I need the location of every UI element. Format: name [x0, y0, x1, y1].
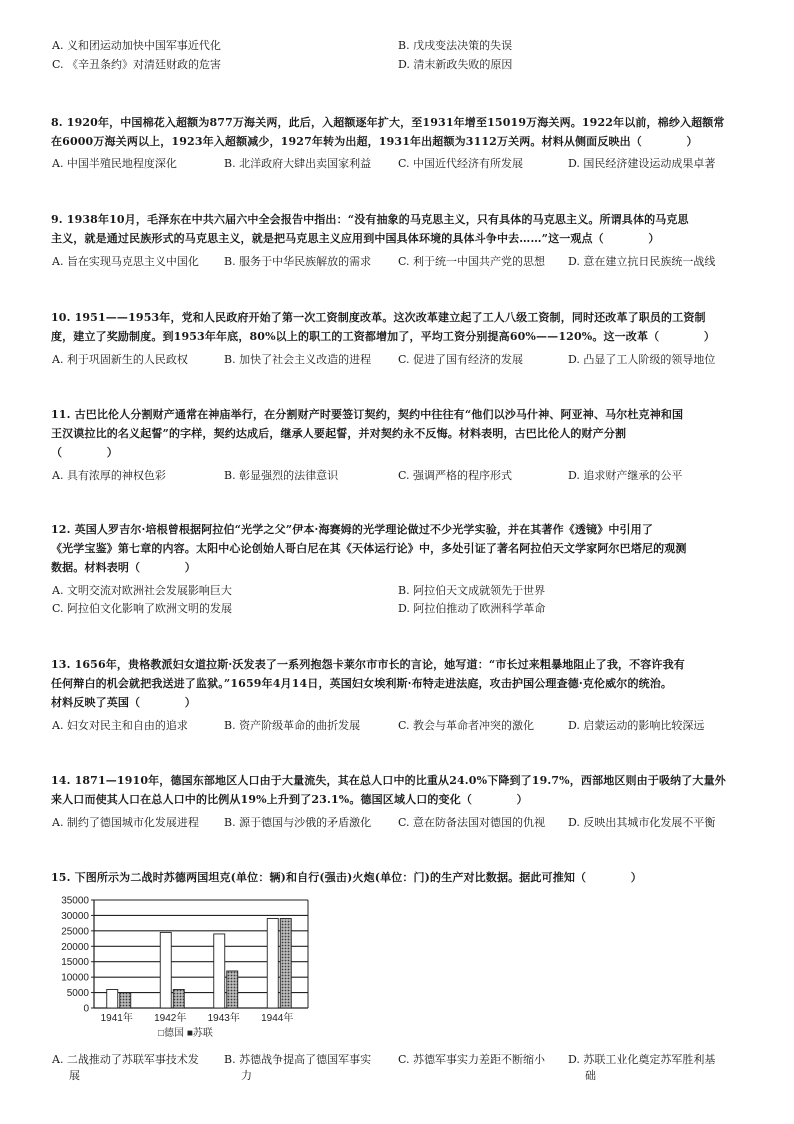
- q10-option-d[interactable]: D. 凸显了工人阶级的领导地位: [568, 353, 716, 366]
- q9-option-d[interactable]: D. 意在建立抗日民族统一战线: [568, 255, 716, 268]
- chart-y-tick-label: 30000: [61, 910, 89, 922]
- q10-option-b[interactable]: B. 加快了社会主义改造的进程: [224, 353, 372, 366]
- chart-y-tick-label: 5000: [66, 988, 89, 1000]
- chart-x-ticks: [101, 1011, 294, 1024]
- q8-stem-line: 8. 1920年，中国棉花入超额为877万海关两，此后，入超额逐年扩大，至1931年增至15019万海关两。1922年以前，棉纱入超额常: [51, 116, 725, 129]
- q11-option-b[interactable]: B. 彰显强烈的法律意识: [224, 469, 339, 482]
- q13-option-a[interactable]: A. 妇女对民主和自由的追求: [52, 719, 188, 732]
- q15-option-d[interactable]: [568, 1052, 715, 1084]
- q10-option-c[interactable]: C. 促进了国有经济的发展: [398, 353, 524, 366]
- q7-option-d[interactable]: D. 清末新政失败的原因: [398, 58, 513, 71]
- q11-option-d[interactable]: D. 追求财产继承的公平: [568, 469, 683, 482]
- chart-x-tick-label: 1944年: [261, 1013, 294, 1024]
- q8-option-d[interactable]: D. 国民经济建设运动成果卓著: [568, 157, 716, 170]
- q11-stem-line: 王汉谟拉比的名义起誓”的字样，契约达成后，继承人要起誓，并对契约永不反悔。材料表明，古巴比伦人的财产分割: [51, 427, 627, 440]
- q12-stem-line: 数据。材料表明（ ）: [51, 561, 196, 574]
- q11-option-a[interactable]: A. 具有浓厚的神权色彩: [52, 469, 166, 482]
- q15-option-a[interactable]: [52, 1052, 199, 1084]
- chart-bar-germany: [160, 932, 171, 1008]
- q15-stem: [51, 868, 743, 887]
- q15-option-a-line: A. 二战推动了苏联军事技术发: [52, 1053, 199, 1066]
- chart-y-tick-label: 0: [83, 1003, 89, 1015]
- q13-stem-line: 材料反映了英国（ ）: [51, 696, 196, 709]
- chart-y-tick-label: 15000: [61, 957, 89, 969]
- chart-bars: [107, 919, 292, 1008]
- chart-y-tick-label: 10000: [61, 972, 89, 984]
- chart-y-tick-label: 20000: [61, 941, 89, 953]
- chart-bar-ussr: [173, 989, 184, 1008]
- chart-bar-ussr: [280, 919, 291, 1008]
- q8-stem-line: 在6000万海关两以上，1923年入超额减少，1927年转为出超，1931年出超额为3112万关两。材料从侧面反映出（ ）: [51, 135, 698, 148]
- chart-svg: [50, 890, 330, 1042]
- q15-option-c[interactable]: C. 苏德军事实力差距不断缩小: [398, 1053, 546, 1066]
- q9-option-c[interactable]: C. 利于统一中国共产党的思想: [398, 255, 546, 268]
- q12-stem-line: 12. 英国人罗吉尔·培根曾根据阿拉伯“光学之父”伊本·海赛姆的光学理论做过不少光学实验，并在其著作《透镜》中引用了: [51, 523, 653, 536]
- q7-option-a[interactable]: A. 义和团运动加快中国军事近代化: [52, 39, 221, 52]
- q9-option-a[interactable]: A. 旨在实现马克思主义中国化: [52, 255, 199, 268]
- q13-option-c[interactable]: C. 教会与革命者冲突的激化: [398, 719, 535, 732]
- q15-option-a-line: 展: [69, 1069, 80, 1082]
- q12-option-a[interactable]: A. 文明交流对欧洲社会发展影响巨大: [52, 584, 232, 597]
- q10-stem-line: 度，建立了奖励制度。到1953年年底，80%以上的职工的工资都增加了，平均工资分别提高60%——120%。这一改革（ ）: [51, 330, 715, 343]
- production-bar-chart: [50, 890, 330, 1042]
- q12-option-d[interactable]: D. 阿拉伯推动了欧洲科学革命: [398, 602, 546, 615]
- chart-bar-germany: [214, 934, 225, 1008]
- q11-stem-line: 11. 古巴比伦人分割财产通常在神庙举行，在分割财产时要签订契约，契约中往往有“他们以沙马什神、阿亚神、马尔杜克神和国: [51, 408, 684, 421]
- q11-stem: [51, 405, 743, 462]
- q12-option-b[interactable]: B. 阿拉伯天文成就领先于世界: [398, 584, 546, 597]
- q15-option-b-line: 力: [241, 1069, 252, 1082]
- q14-stem: [51, 771, 743, 809]
- q14-option-d[interactable]: D. 反映出其城市化发展不平衡: [568, 816, 716, 829]
- q15-option-b[interactable]: [224, 1052, 371, 1084]
- q7-option-b[interactable]: B. 戊戌变法决策的失误: [398, 39, 513, 52]
- q14-option-b[interactable]: B. 源于德国与沙俄的矛盾激化: [224, 816, 372, 829]
- chart-x-tick-label: 1943年: [207, 1013, 240, 1024]
- q12-stem-line: 《光学宝鉴》第七章的内容。太阳中心论创始人哥白尼在其《天体运行论》中，多处引证了著名阿拉伯天文学家阿尔巴塔尼的观测: [51, 542, 687, 555]
- q15-option-d-line: D. 苏联工业化奠定苏军胜利基: [568, 1053, 716, 1066]
- chart-y-ticks: [61, 896, 89, 1015]
- q8-option-a[interactable]: A. 中国半殖民地程度深化: [52, 157, 177, 170]
- q13-option-d[interactable]: D. 启蒙运动的影响比较深远: [568, 719, 705, 732]
- q10-stem-line: 10. 1951——1953年，党和人民政府开始了第一次工资制度改革。这次改革建立起了工人八级工资制，同时还改革了职员的工资制: [51, 311, 706, 324]
- chart-y-tick-label: 35000: [61, 895, 89, 907]
- q15-option-b-line: B. 苏德战争提高了德国军事实: [224, 1053, 372, 1066]
- q11-option-c[interactable]: C. 强调严格的程序形式: [398, 469, 513, 482]
- q8-option-c[interactable]: C. 中国近代经济有所发展: [398, 157, 524, 170]
- chart-bar-ussr: [120, 993, 131, 1008]
- q12-option-c[interactable]: C. 阿拉伯文化影响了欧洲文明的发展: [52, 602, 233, 615]
- q9-stem: [51, 210, 743, 248]
- q11-stem-line: （ ）: [51, 446, 118, 459]
- q14-option-a[interactable]: A. 制约了德国城市化发展进程: [52, 816, 199, 829]
- q8-stem: [51, 113, 743, 151]
- q9-option-b[interactable]: B. 服务于中华民族解放的需求: [224, 255, 372, 268]
- q13-stem-line: 13. 1656年，贵格教派妇女道拉斯·沃发表了一系列抱怨卡莱尔市市长的言论，她写道：“市长过来粗暴地阻止了我，不容许我有: [51, 658, 685, 671]
- chart-bar-germany: [107, 989, 118, 1008]
- q14-stem-line: 来人口而使其人口在总人口中的比例从19%上升到了23.1%。德国区域人口的变化（ ）: [51, 793, 528, 806]
- q9-stem-line: 9. 1938年10月，毛泽东在中共六届六中全会报告中指出：“没有抽象的马克思主义，只有具体的马克思主义。所谓具体的马克思: [51, 213, 689, 226]
- q10-stem: [51, 308, 743, 346]
- q8-option-b[interactable]: B. 北洋政府大肆出卖国家利益: [224, 157, 372, 170]
- chart-bar-ussr: [227, 971, 238, 1008]
- chart-x-tick-label: 1942年: [154, 1013, 187, 1024]
- chart-y-tick-label: 25000: [61, 926, 89, 938]
- q14-stem-line: 14. 1871—1910年，德国东部地区人口由于大量流失，其在总人口中的比重从24.0%下降到了19.7%，西部地区则由于吸纳了大量外: [51, 774, 726, 787]
- q15-stem-line: 15. 下图所示为二战时苏德两国坦克(单位：辆)和自行(强击)火炮(单位：门)的生产对比数据。据此可推知（ ）: [51, 871, 642, 884]
- q7-option-c[interactable]: C. 《辛丑条约》对清廷财政的危害: [52, 58, 222, 71]
- q14-option-c[interactable]: C. 意在防备法国对德国的仇视: [398, 816, 546, 829]
- q10-option-a[interactable]: A. 利于巩固新生的人民政权: [52, 353, 188, 366]
- q13-option-b[interactable]: B. 资产阶级革命的曲折发展: [224, 719, 361, 732]
- chart-x-tick-label: 1941年: [100, 1013, 133, 1024]
- q13-stem: [51, 655, 743, 712]
- q15-option-d-line: 础: [585, 1069, 596, 1082]
- q12-stem: [51, 520, 743, 577]
- q13-stem-line: 任何辩白的机会就把我送进了监狱。”1659年4月14日，英国妇女埃利斯·布特走进法庭，攻击护国公理查德·克伦威尔的统治。: [51, 677, 673, 690]
- chart-bar-germany: [267, 919, 278, 1008]
- q9-stem-line: 主义，就是通过民族形式的马克思主义，就是把马克思主义应用到中国具体环境的具体斗争中去……”这一观点（ ）: [51, 232, 660, 245]
- chart-legend: □德国 ■苏联: [158, 1028, 213, 1039]
